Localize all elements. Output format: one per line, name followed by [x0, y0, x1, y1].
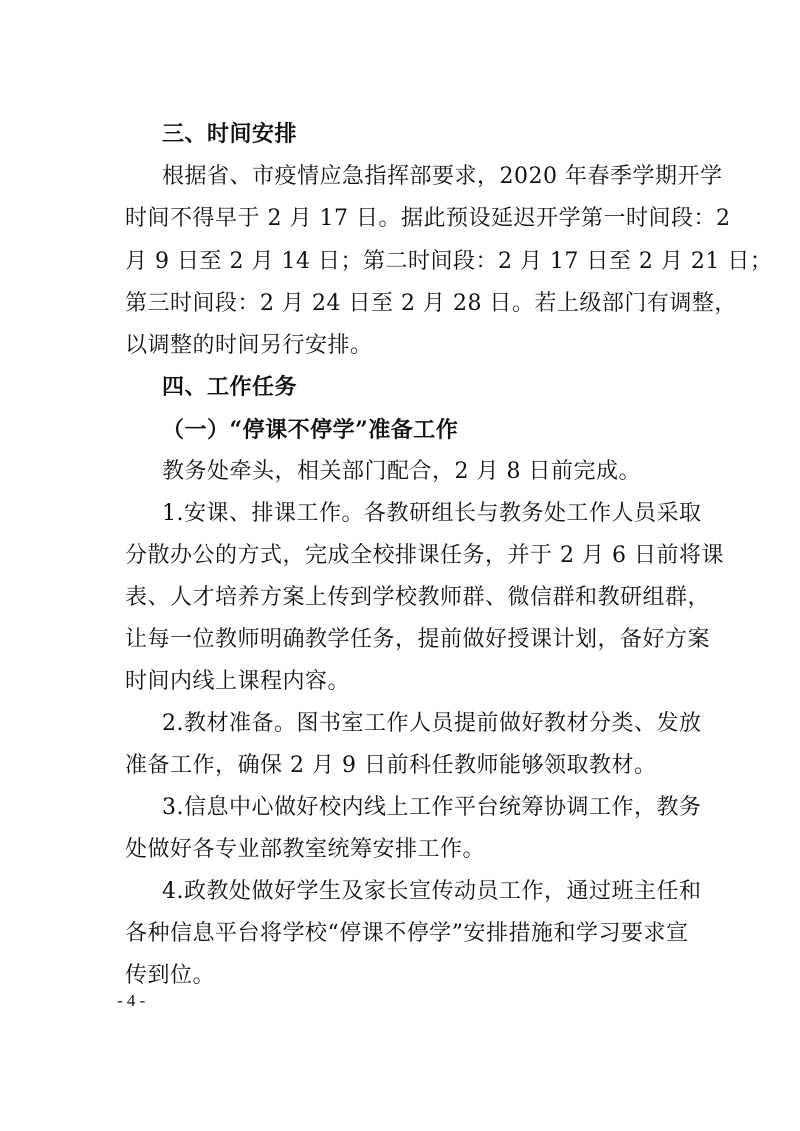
- item-4-line: 各种信息平台将学校“停课不停学”安排措施和学习要求宣: [125, 921, 689, 946]
- item-3-line: 3.信息中心做好校内线上工作平台统筹协调工作，教务: [162, 795, 702, 820]
- paragraph-line: 第三时间段：2 月 24 日至 2 月 28 日。若上级部门有调整，: [125, 291, 737, 316]
- item-1-line: 表、人才培养方案上传到学校教师群、微信群和教研组群，: [125, 585, 711, 610]
- item-1-line: 1.安课、排课工作。各教研组长与教务处工作人员采取: [162, 501, 702, 526]
- paragraph-line: 根据省、市疫情应急指挥部要求，2020 年春季学期开学: [162, 164, 723, 189]
- item-2-line: 2.教材准备。图书室工作人员提前做好教材分类、发放: [162, 711, 702, 736]
- item-1-line: 分散办公的方式，完成全校排课任务，并于 2 月 6 日前将课: [125, 543, 724, 568]
- item-1-line: 时间内线上课程内容。: [125, 669, 351, 694]
- subsection-one-intro: 教务处牵头，相关部门配合，2 月 8 日前完成。: [162, 459, 641, 484]
- page-number: - 4 -: [117, 991, 146, 1010]
- item-3-line: 处做好各专业部教室统筹安排工作。: [125, 837, 486, 862]
- subsection-one-title: （一）“停课不停学”准备工作: [162, 417, 459, 443]
- item-2-line: 准备工作，确保 2 月 9 日前科任教师能够领取教材。: [125, 753, 657, 778]
- item-1-line: 让每一位教师明确教学任务，提前做好授课计划，备好方案: [125, 627, 711, 652]
- paragraph-line: 月 9 日至 2 月 14 日；第二时间段：2 月 17 日至 2 月 21 日；: [125, 249, 773, 274]
- item-4-line: 4.政教处做好学生及家长宣传动员工作，通过班主任和: [162, 879, 702, 904]
- paragraph-line: 时间不得早于 2 月 17 日。据此预设延迟开学第一时间段：2: [125, 206, 731, 231]
- item-4-line: 传到位。: [125, 963, 216, 988]
- paragraph-line: 以调整的时间另行安排。: [125, 333, 373, 358]
- section-four-title: 四、工作任务: [162, 375, 298, 400]
- section-three-title: 三、时间安排: [162, 122, 298, 147]
